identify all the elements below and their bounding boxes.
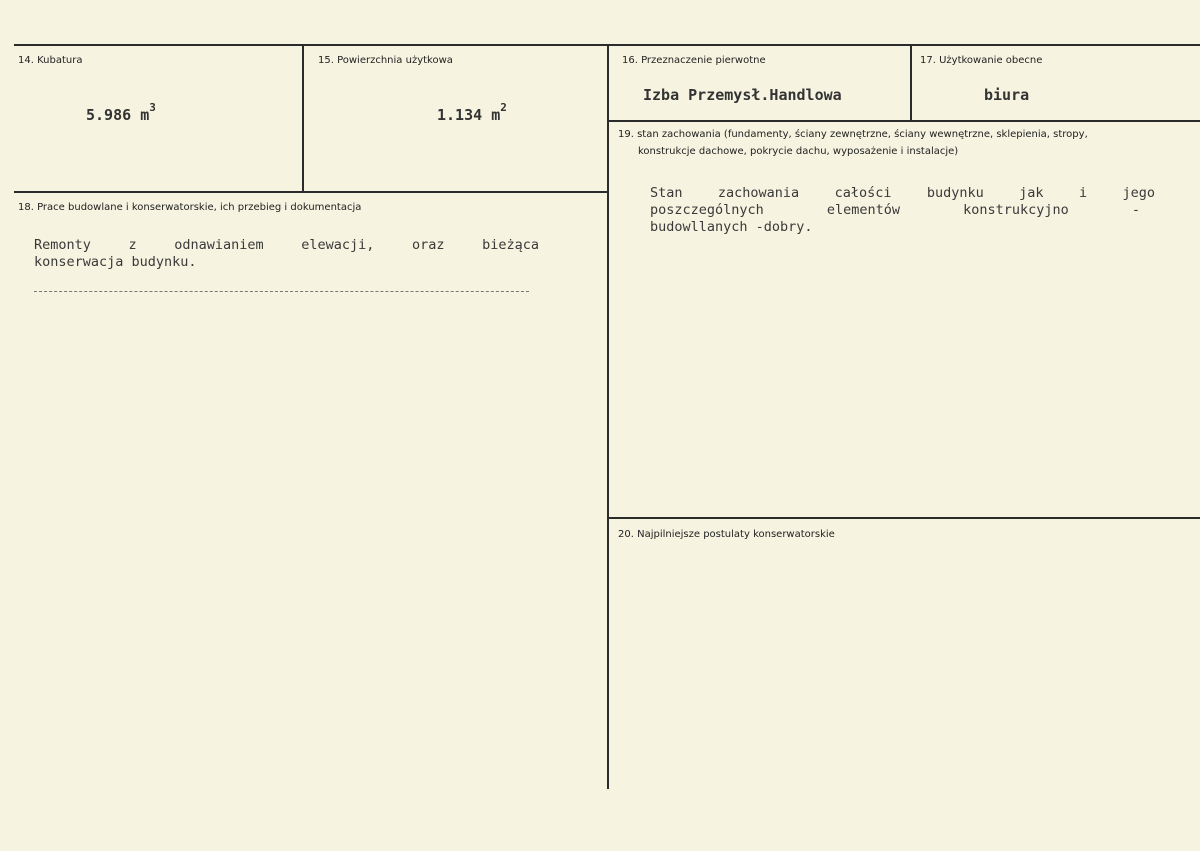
word: elementów xyxy=(826,202,901,218)
field-15-unit: m xyxy=(491,106,501,124)
field-18-line-1 xyxy=(34,237,539,254)
word: konstrukcyjno xyxy=(963,202,1069,218)
divider-col-17 xyxy=(910,44,912,120)
field-19-line-2 xyxy=(650,202,1140,219)
field-14-value xyxy=(86,101,156,124)
field-15-value xyxy=(437,101,507,124)
word: Stan xyxy=(650,185,683,201)
word: - xyxy=(1131,202,1140,218)
word: jego xyxy=(1122,185,1155,201)
field-19-label-line-2: konstrukcje dachowe, pokrycie dachu, wyposażenie i instalacje) xyxy=(638,146,959,157)
field-19-line-3 xyxy=(650,219,1155,236)
field-19-label xyxy=(618,126,1188,160)
word: budowllanych -dobry. xyxy=(650,219,813,235)
divider-row-18 xyxy=(14,191,608,193)
word: całości xyxy=(834,185,892,201)
divider-col-15 xyxy=(302,44,304,191)
field-17-value: biura xyxy=(984,86,1030,104)
field-18-label: 18. Prace budowlane i konserwatorskie, ich przebieg i dokumentacja xyxy=(18,202,362,213)
word: oraz xyxy=(411,237,445,253)
field-18-text xyxy=(34,237,539,271)
word: zachowania xyxy=(717,185,800,201)
field-17-label: 17. Użytkowanie obecne xyxy=(920,55,1043,66)
field-15-label: 15. Powierzchnia użytkowa xyxy=(318,55,453,66)
word: budynku xyxy=(926,185,984,201)
word: konserwacja budynku. xyxy=(34,254,197,270)
word: i xyxy=(1078,185,1088,201)
field-16-label: 16. Przeznaczenie pierwotne xyxy=(622,55,766,66)
field-14-label: 14. Kubatura xyxy=(18,55,83,66)
field-19-line-1 xyxy=(650,185,1155,202)
divider-col-center xyxy=(607,44,609,789)
field-18-line-2 xyxy=(34,254,539,271)
word: jak xyxy=(1019,185,1044,201)
field-20-label: 20. Najpilniejsze postulaty konserwatorskie xyxy=(618,529,835,540)
field-18-dashed-rule xyxy=(34,291,529,292)
word: elewacji, xyxy=(301,237,375,253)
word: poszczególnych xyxy=(650,202,764,218)
field-15-exponent: 2 xyxy=(500,101,507,114)
word: odnawianiem xyxy=(174,237,264,253)
word: Remonty xyxy=(34,237,91,253)
field-19-text xyxy=(650,185,1155,236)
word: bieżąca xyxy=(482,237,539,253)
field-14-unit: m xyxy=(140,106,150,124)
field-14-exponent: 3 xyxy=(149,101,156,114)
field-14-number: 5.986 xyxy=(86,106,132,124)
field-16-value: Izba Przemysł.Handlowa xyxy=(643,86,842,104)
field-15-number: 1.134 xyxy=(437,106,483,124)
field-19-label-line-1: 19. stan zachowania (fundamenty, ściany zewnętrzne, ściany wewnętrzne, sklepienia, stropy, xyxy=(618,129,1088,140)
word: z xyxy=(128,237,137,253)
divider-row-19 xyxy=(608,120,1200,122)
divider-row-20 xyxy=(608,517,1200,519)
